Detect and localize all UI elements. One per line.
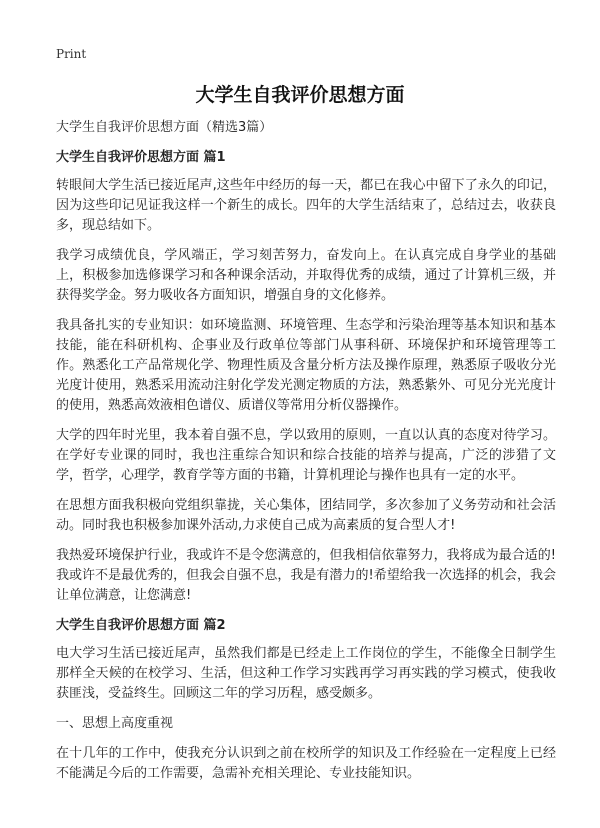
- paragraph: 电大学习生活已接近尾声，虽然我们都是已经走上工作岗位的学生，不能像全日制学生那样全天候的在校学习、生活，但这种工作学习实践再学习再实践的学习模式，使我收获匪浅，受益终生。回顾这二年的学习历程，感受颇多。: [56, 646, 556, 701]
- section-heading: 大学生自我评价思想方面 篇2: [56, 618, 226, 633]
- paragraph: 转眼间大学生活已接近尾声,这些年中经历的每一天，都已在我心中留下了永久的印记，因为这些印记见证我这样一个新生的成长。四年的大学生活结束了，总结过去，收获良多，现总结如下。: [56, 178, 556, 233]
- paragraph: 我热爱环境保护行业，我或许不是令您满意的，但我相信依靠努力，我将成为最合适的!我或许不是最优秀的，但我会自强不息，我是有潜力的!希望给我一次选择的机会，我会让单位满意，让您满意!: [56, 548, 556, 603]
- page-title: 大学生自我评价思想方面: [195, 84, 405, 106]
- paragraph: 大学的四年时光里，我本着自强不息，学以致用的原则，一直以认真的态度对待学习。在学好专业课的同时，我也注重综合知识和综合技能的培养与提高，广泛的涉猎了文学，哲学，心理学，教育学等方面的书籍，计算机理论与操作也具有一定的水平。: [56, 428, 556, 483]
- paragraph: 在十几年的工作中，使我充分认识到之前在校所学的知识及工作经验在一定程度上已经不能满足今后的工作需要，急需补充相关理论、专业技能知识。: [56, 746, 556, 781]
- document-body: [56, 118, 556, 794]
- paragraph: 我具备扎实的专业知识：如环境监测、环境管理、生态学和污染治理等基本知识和基本技能，能在科研机构、企事业及行政单位等部门从事科研、环境保护和环境管理等工作。熟悉化工产品常规化学、物理性质及含量分析方法及操作原理，熟悉原子吸收分光光度计使用，熟悉采用流动注射化学发光测定物质的方法，熟悉紫外、可见分光光度计的使用，熟悉高效液相色谱仪、质谱仪等常用分析仪器操作。: [56, 318, 556, 413]
- section-1: [56, 148, 556, 606]
- document-subtitle: 大学生自我评价思想方面（精选3篇）: [56, 120, 273, 135]
- subsection-heading: 一、思想上高度重视: [56, 716, 174, 731]
- paragraph: 我学习成绩优良，学风端正，学习刻苦努力，奋发向上。在认真完成自身学业的基础上，积极参加选修课学习和各种课余活动，并取得优秀的成绩，通过了计算机三级，并获得奖学金。努力吸收各方面知识，增强自身的文化修养。: [56, 248, 556, 303]
- paragraph: 在思想方面我积极向党组织靠拢，关心集体，团结同学，多次参加了义务劳动和社会活动。同时我也积极参加课外活动,力求使自己成为高素质的复合型人才!: [56, 498, 556, 533]
- section-heading: 大学生自我评价思想方面 篇1: [56, 150, 226, 165]
- print-label: Print: [56, 47, 87, 61]
- section-2: [56, 616, 556, 784]
